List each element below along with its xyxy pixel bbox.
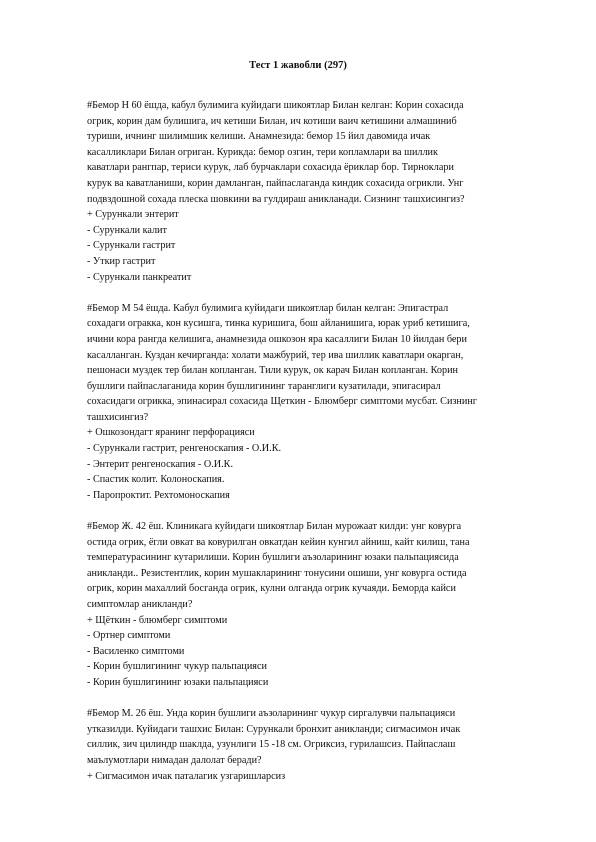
answer-option: - Корин бушлигининг чукур пальпацияси	[87, 661, 267, 673]
text-line: каватлари рангпар, териси курук, лаб бурчаклари сохасида ёриклар бор. Тирноклари	[87, 162, 454, 174]
answer-option: + Сурункали энтерит	[87, 209, 179, 221]
answer-list	[87, 207, 532, 285]
answer-option: - Паропроктит. Рехтомоноскапия	[87, 489, 230, 501]
answer-option: - Спастик колит. Колоноскапия.	[87, 474, 225, 486]
text-line: маълумотлари нимадан далолат беради?	[87, 754, 262, 766]
answer-option: + Ошкозондагт яранинг перфорацияси	[87, 427, 255, 439]
text-line: касалликлари Билан огриган. Курикда: бемор озгин, тери копламлари ва шиллик	[87, 146, 438, 158]
question-text	[87, 706, 532, 768]
answer-option: + Щёткин - блюмберг симптоми	[87, 614, 228, 626]
text-line: огрик, корин дам булишига, ич кетиши Билан, ич котиши ваич кетишини алмашиниб	[87, 115, 457, 127]
question-text	[87, 98, 532, 207]
answer-option: - Сурункали гастрит, ренгеноскапия - О.И.К.	[87, 443, 282, 455]
question-block	[87, 519, 532, 691]
text-line: ичини кора рангда келишига, анамнезида ошкозон яра касаллиги Билан 10 йилдан бери	[87, 333, 467, 345]
text-line: огрик, корин махаллий босганда огрик, кулни олганда огрик кучаяди. Беморда кайси	[87, 583, 456, 595]
spacer	[87, 503, 532, 519]
text-line: сохасидаги огрикка, эпинасирал сохасида Щеткин - Блюмберг симптоми мусбат. Сизнинг	[87, 396, 477, 408]
text-line: утказилди. Куйидаги ташхис Билан: Сурункали бронхит аникланди; сигмасимон ичак	[87, 723, 461, 735]
answer-option: - Корин бушлигининг юзаки пальпацияси	[87, 676, 269, 688]
question-text	[87, 519, 532, 613]
answer-option: - Василенко симптоми	[87, 645, 185, 657]
text-line: силлик, зич цилиндр шаклда, узунлиги 15 -18 см. Огриксиз, гурилашсиз. Пайпаслаш	[87, 739, 456, 751]
spacer	[87, 285, 532, 301]
text-line: #Бемор Н 60 ёшда, кабул булимига куйидаги шикоятлар Билан келган: Корин сохасида	[87, 100, 464, 111]
page-title: Тест 1 жавобли (297)	[249, 60, 347, 71]
text-line: остида огрик, ёгли овкат ва ковурилган овкатдан кейин кунгил айниш, кайт килиш, тана	[87, 536, 470, 548]
text-line: #Бемор М. 26 ёш. Унда корин бушлиги аъзоларининг чукур сиргалувчи пальпацияси	[87, 708, 456, 720]
question-block	[87, 301, 532, 504]
text-line: подвздошной сохада плеска шовкини ва гулдираш аникланади. Сизнинг ташхисингиз?	[87, 193, 465, 205]
answer-option: + Сигмасимон ичак паталагик узгаришларсиз	[87, 770, 286, 782]
question-block	[87, 98, 532, 285]
text-line: курук ва каватланиши, корин дамланган, пайпаслаганда киндик сохасида огрикли. Унг	[87, 177, 464, 189]
answer-option: - Энтерит ренгеноскапия - О.И.К.	[87, 458, 233, 470]
text-line: бушлиги пайпаслаганида корин бушлигининг таранглиги кузатилади, эпигасирал	[87, 380, 441, 392]
text-line: ташхисингиз?	[87, 411, 149, 423]
text-line: температурасининг кутарилиши. Корин бушлиги аъзоларининг юзаки пальпациясида	[87, 552, 459, 564]
text-line: туриши, ичнинг шилимшик келиши. Анамнезида: бемор 15 йил давомида ичак	[87, 131, 431, 143]
text-line: #Бемор Ж. 42 ёш. Клиникага куйидаги шикоятлар Билан мурожаат килди: унг ковурга	[87, 521, 462, 533]
text-line: пешонаси муздек тер билан копланган. Тили курук, ок карач Билан копланган. Корин	[87, 365, 458, 377]
answer-list	[87, 425, 532, 503]
document-body	[87, 98, 532, 784]
question-block	[87, 706, 532, 784]
text-line: симптомлар аникланди?	[87, 599, 193, 610]
answer-list	[87, 613, 532, 691]
answer-option: - Ортнер симптоми	[87, 630, 171, 642]
text-line: #Бемор М 54 ёшда. Кабул булимига куйидаги шикоятлар билан келган: Эпигастрал	[87, 302, 449, 314]
answer-option: - Сурункали калит	[87, 224, 167, 236]
text-line: аникланди.. Резистентлик, корин мушакларининг тонусини ошиши, унг ковурга остида	[87, 567, 467, 579]
text-line: сохадаги огракка, кон кусишга, тинка куришига, бош айланишига, юрак уриб кетишига,	[87, 318, 470, 330]
answer-option: - Уткир гастрит	[87, 255, 156, 267]
answer-list	[87, 769, 532, 785]
spacer	[87, 691, 532, 707]
question-text	[87, 301, 532, 426]
text-line: касалланган. Куздан кечирганда: холати мажбурий, тер ива шиллик каватлари окарган,	[87, 349, 464, 361]
answer-option: - Сурункали гастрит	[87, 240, 176, 252]
answer-option: - Сурункали панкреатит	[87, 271, 192, 283]
